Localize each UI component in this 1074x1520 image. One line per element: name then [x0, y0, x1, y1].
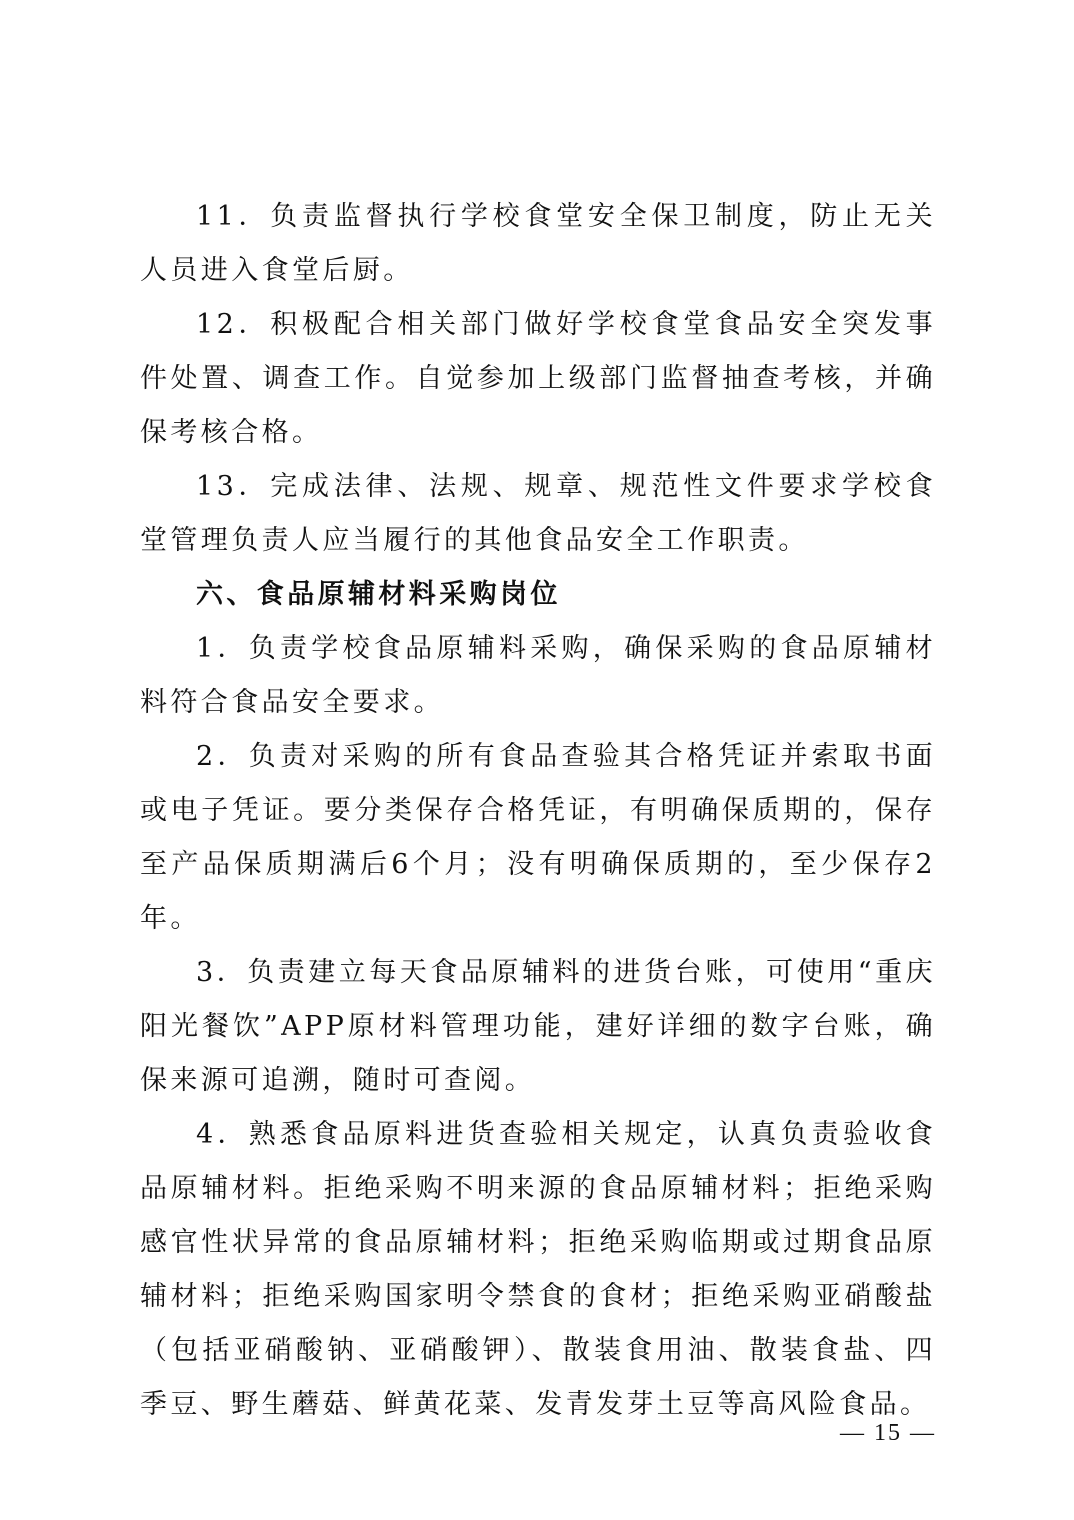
item-4-paragraph: 4．熟悉食品原料进货查验相关规定，认真负责验收食品原辅材料。拒绝采购不明来源的食品原辅材料；拒绝采购感官性状异常的食品原辅材料；拒绝采购临期或过期食品原辅材料；拒绝采购国家明令禁食的食材；拒绝采购亚硝酸盐（包括亚硝酸钠、亚硝酸钾）、散装食用油、散装食盐、四季豆、野生蘑菇、鲜黄花菜、发青发芽土豆等高风险食品。	[140, 1119, 936, 1420]
section-heading: 六、食品原辅材料采购岗位	[196, 579, 561, 610]
item-13-paragraph: 13．完成法律、法规、规章、规范性文件要求学校食堂管理负责人应当履行的其他食品安全工作职责。	[140, 471, 936, 556]
item-11-paragraph: 11．负责监督执行学校食堂安全保卫制度，防止无关人员进入食堂后厨。	[140, 201, 936, 286]
item-1-paragraph: 1．负责学校食品原辅料采购，确保采购的食品原辅材料符合食品安全要求。	[140, 633, 936, 718]
item-3-paragraph: 3．负责建立每天食品原辅料的进货台账，可使用“重庆阳光餐饮”APP原材料管理功能，建好详细的数字台账，确保来源可追溯，随时可查阅。	[140, 957, 936, 1096]
item-2-paragraph: 2．负责对采购的所有食品查验其合格凭证并索取书面或电子凭证。要分类保存合格凭证，有明确保质期的，保存至产品保质期满后6个月；没有明确保质期的，至少保存2年。	[140, 741, 936, 934]
document-body	[140, 190, 936, 1432]
page-number: — 15 —	[840, 1420, 936, 1446]
item-12-paragraph: 12．积极配合相关部门做好学校食堂食品安全突发事件处置、调查工作。自觉参加上级部门监督抽查考核，并确保考核合格。	[140, 309, 936, 448]
